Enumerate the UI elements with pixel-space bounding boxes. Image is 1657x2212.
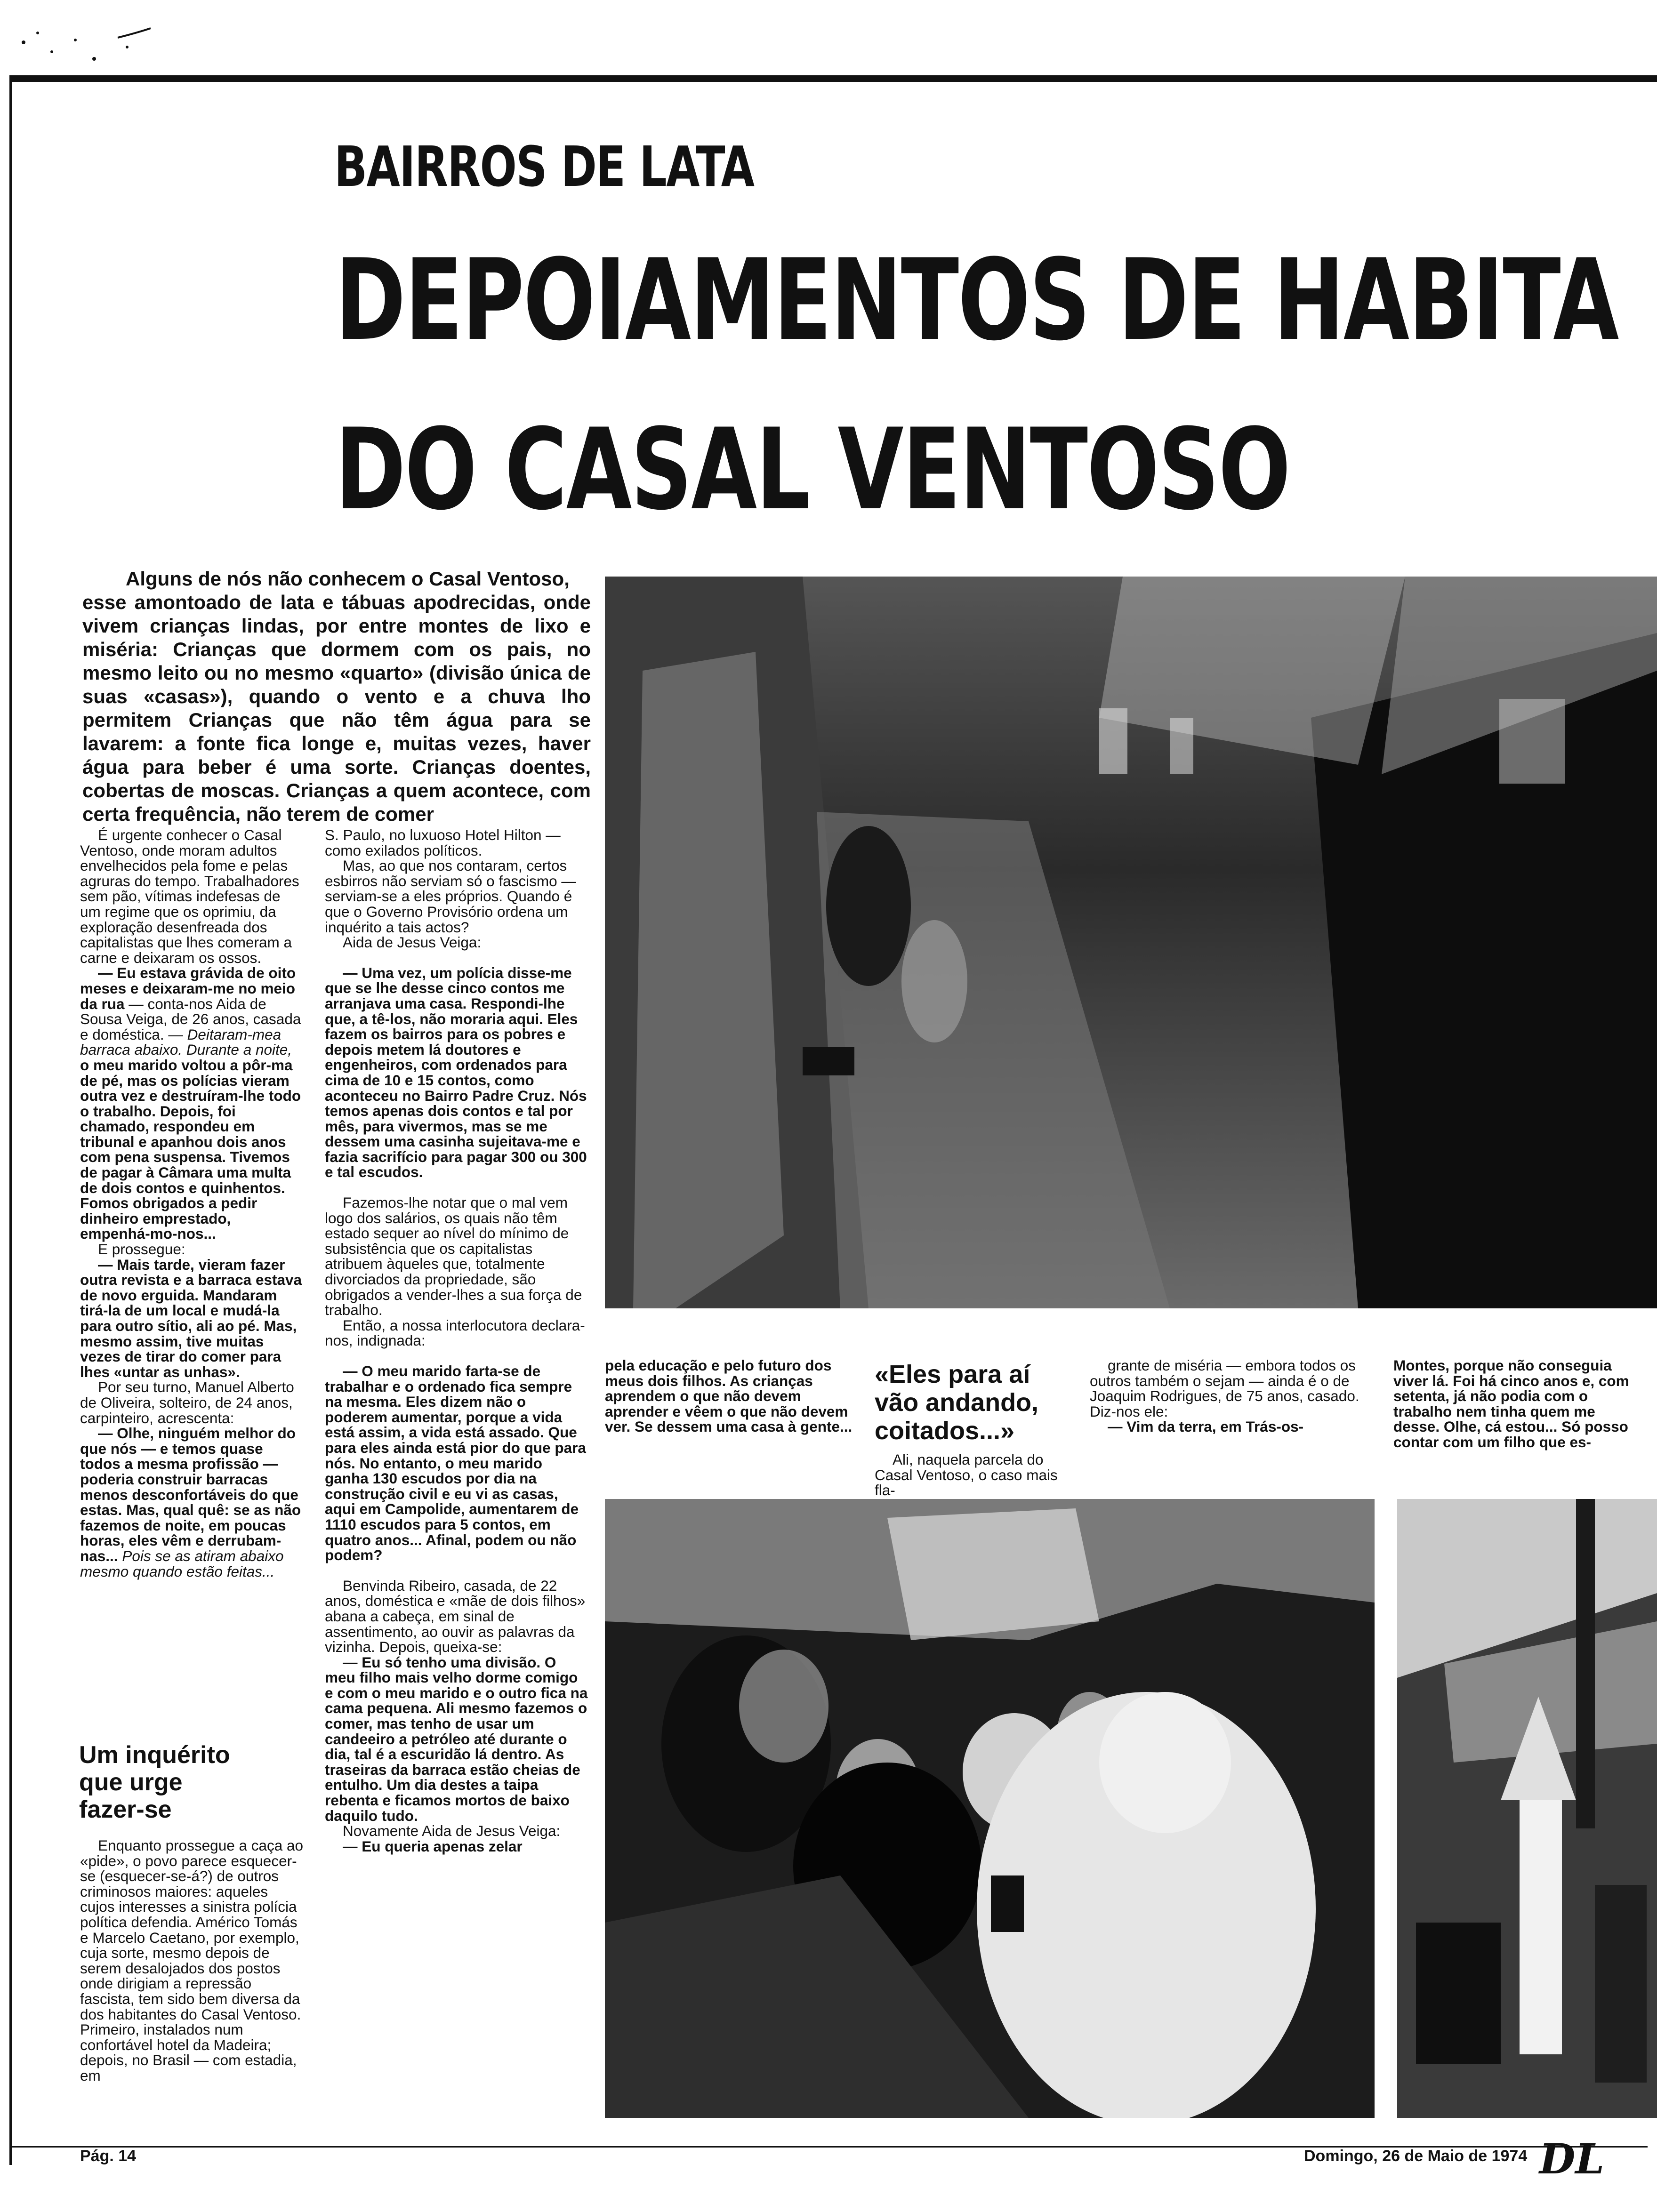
col3-paragraph: pela educação e pelo futuro dos meus dois filhos. As crianças aprendem o que não devem aprender e vêem o que não devem ver. Se dessem uma casa à gente... [605,1357,853,1435]
page-number: Pág. 14 [80,2147,137,2165]
col2-paragraph-6: Então, a nossa interlocutora declara-nos, indignada: [325,1316,585,1349]
col2-paragraph-2: Mas, ao que nos contaram, certos esbirros não serviam só o fascismo — serviam-se a eles próprios. Quando é que o Governo Provisório ordena um inquérito a tais actos? [325,857,576,936]
newspaper-logo: DL [1539,2134,1605,2183]
col6-paragraph: Montes, porque não conseguia viver lá. Foi há cinco anos e, com setenta, já não podia com o trabalho nem tinha quem me desse. Olhe, cá estou... Só posso contar com um filho que es- [1393,1357,1629,1451]
col2-paragraph-7: — O meu marido farta-se de trabalhar e o ordenado fica sempre na mesma. Eles dizem não o poderem aumentar, porque a vida está assim, a vida está assado. Que para eles ainda está pior do que para nós. No entanto, o meu marido ganha 130 escudos por dia na construção civil e eu vi as casas, aqui em Campolide, aumentarem de 1110 escudos para 5 contos, em quatro anos... Afinal, podem ou não podem? [325,1362,586,1564]
col2-paragraph-8: Benvinda Ribeiro, casada, de 22 anos, doméstica e «mãe de dois filhos» abana a cabeça, em sinal de assentimento, ao ouvir as palavras da vizinha. Depois, queixa-se: [325,1577,586,1656]
photo-shacks-hillside [1397,1499,1657,2118]
col2-paragraph-3: Aida de Jesus Veiga: [343,934,482,951]
col1-paragraph-2 [80,965,304,1242]
col5-paragraph-1: grante de miséria — embora todos os outros também o sejam — ainda é o de Joaquim Rodrigues, de 75 anos, casado. Diz-nos ele: [1090,1357,1359,1420]
col1-paragraph-4: — Mais tarde, vieram fazer outra revista e a barraca estava de novo erguida. Mandaram tirá-la de um local e mudá-la para outro sítio, ali ao pé. Mas, mesmo assim, tive muitas vezes de tirar do comer para lhes «untar as unhas». [80,1256,302,1380]
col2-paragraph-1: S. Paulo, no luxuoso Hotel Hilton — como exilados políticos. [325,826,561,859]
col1-paragraph-5: Por seu turno, Manuel Alberto de Oliveira, solteiro, de 24 anos, carpinteiro, acrescenta: [80,1378,294,1427]
top-rule [9,75,1657,82]
column-5 [1090,1358,1377,1435]
col2-paragraph-11: — Eu queria apenas zelar [343,1837,523,1855]
lead-line-1: Alguns de nós não conhecem o Casal Ventoso, [126,568,570,590]
photo-shanty-alley [605,577,1657,1308]
col1-quote-6: — Olhe, ninguém melhor do que nós — e temos quase todos a mesma profissão — poderia construir barracas menos desconfortáveis do que estas. Mas, qual quê: se as não fazemos de noite, em poucas horas, eles vêm e derrubam-nas... [80,1425,301,1564]
headline-line-1: DEPOIAMENTOS DE HABITA [335,235,1618,366]
column-1b [80,1838,304,2084]
headline-line-2: DO CASAL VENTOSO [335,405,1290,535]
col4-paragraph: Ali, naquela parcela do Casal Ventoso, o caso mais fla- [875,1451,1058,1499]
top-smudge [9,14,151,71]
col1-attribution: — conta-nos Aida de Sousa Veiga, de 26 anos, casada e doméstica. — [80,995,301,1043]
col1-italic-6: Pois se as atiram abaixo mesmo quando estão feitas... [80,1547,284,1580]
column-6 [1393,1358,1638,1450]
left-rule [9,75,12,2165]
col1-paragraph-1: É urgente conhecer o Casal Ventoso, onde moram adultos envelhecidos pela fome e pelas agruras do tempo. Trabalhadores sem pão, vítimas indefesas de um regime que os oprimiu, da exploração desenfreada dos capitalistas que lhes comeram a carne e deixaram os ossos. [80,826,299,966]
lead-body: esse amontoado de lata e tábuas apodrecidas, onde vivem crianças lindas, por entre montes de lixo e miséria: Crianças que dormem com os pais, no mesmo leito ou no mesmo «quarto» (divisão única de suas «casas»), quando o vento e a chuva lho permitem Crianças que não têm água para se lavarem: a fonte fica longe e, muitas vezes, haver água para beber é uma sorte. Crianças doentes, cobertas de moscas. Crianças a quem acontece, com certa frequência, não terem de comer [82,591,591,825]
col1-quote-rest: o meu marido voltou a pôr-ma de pé, mas os polícias vieram outra vez e destruíram-lhe todo o trabalho. Depois, foi chamado, respondeu em tribunal e apanhou dois anos com pena suspensa. Tivemos de pagar à Câmara uma multa de dois contos e quinhentos. Fomos obrigados a pedir dinheiro emprestado, empenhá-mo-nos... [80,1056,301,1242]
column-2 [325,827,588,1854]
subhead: Um inquérito que urge fazer-se [79,1741,230,1823]
col2-paragraph-5: Fazemos-lhe notar que o mal vem logo dos salários, os quais não têm estado sequer ao nível do mínimo de subsistência que os capitalistas atribuem àqueles que, totalmente divorciados da propriedade, são obrigados a vender-lhes a sua força de trabalho. [325,1194,582,1319]
col5-paragraph-2: — Vim da terra, em Trás-os- [1108,1418,1304,1435]
column-1 [80,827,304,1579]
pull-quote: «Eles para aí vão andando, coitados...» [875,1360,1039,1445]
col1b-paragraph: Enquanto prossegue a caça ao «pide», o povo parece esquecer-se (esquecer-se-á?) de outros criminosos maiores: aqueles cujos interesses a sinistra polícia política defendia. Américo Tomás e Marcelo Caetano, por exemplo, cuja sorte, mesmo depois de serem desalojados dos postos onde dirigiam a repressão fascista, tem sido bem diversa da dos habitantes do Casal Ventoso. Primeiro, instalados num confortável hotel da Madeira; depois, no Brasil — com estadia, em [80,1837,304,2084]
col2-paragraph-9: — Eu só tenho uma divisão. O meu filho mais velho dorme comigo e com o meu marido e o outro fica na cama pequena. Ali mesmo fazemos o comer, mas tenho de usar um candeeiro a petróleo até durante o dia, tal é a escuridão lá dentro. As traseiras da barraca estão cheias de entulho. Um dia destes a taipa rebenta e ficamos mortos de baixo daquilo tudo. [325,1653,588,1824]
column-4 [875,1452,1072,1498]
col2-paragraph-4: — Uma vez, um polícia disse-me que se lhe desse cinco contos me arranjava uma casa. Respondi-lhe que, a tê-los, não moraria aqui. Eles fazem os bairros para os pobres e depois metem lá doutores e engenheiros, com ordenados para cima de 10 e 15 contos, como aconteceu no Bairro Padre Cruz. Nós temos apenas dois contos e tal por mês, para vivermos, mas se me dessem uma casinha sujeitava-me e fazia sacrifício para pagar 300 ou 300 e tal escudos. [325,964,587,1181]
lead-paragraph [82,567,591,826]
photo-interview-crowd [605,1499,1375,2118]
col1-italic: Deitaram-mea barraca abaixo. Durante a noite, [80,1026,292,1058]
col1-paragraph-6 [80,1426,304,1579]
col1-paragraph-3: E prossegue: [98,1241,185,1258]
col1-quote-start: — Eu estava grávida de oito meses e deixaram-me no meio da rua [80,964,296,1012]
column-3 [605,1358,854,1435]
issue-date: Domingo, 26 de Maio de 1974 [1304,2147,1528,2165]
kicker: BAIRROS DE LATA [334,134,754,199]
col2-paragraph-10: Novamente Aida de Jesus Veiga: [343,1822,561,1840]
